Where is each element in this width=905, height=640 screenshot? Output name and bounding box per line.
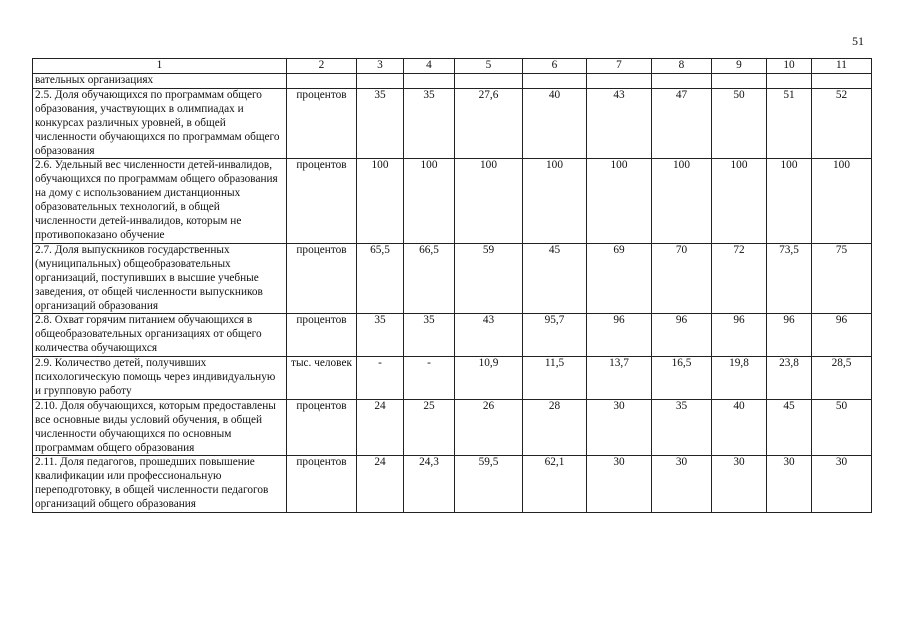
column-header: 9 (712, 59, 767, 74)
value-cell: 10,9 (455, 357, 523, 400)
value-cell: 16,5 (652, 357, 712, 400)
value-cell: 72 (712, 243, 767, 314)
indicator-name: 2.9. Количество детей, получивших психологическую помощь через индивидуальную и групповую работу (33, 357, 287, 400)
value-cell: 30 (812, 456, 872, 513)
column-header: 7 (587, 59, 652, 74)
value-cell: 35 (404, 314, 455, 357)
value-cell: 24 (357, 399, 404, 456)
continuation-text: вательных организациях (33, 74, 287, 89)
column-number-row (33, 59, 872, 74)
value-cell: 100 (712, 159, 767, 243)
value-cell: 35 (357, 314, 404, 357)
value-cell: 65,5 (357, 243, 404, 314)
table-row (33, 357, 872, 400)
page-number: 51 (852, 34, 864, 48)
unit-cell: процентов (287, 159, 357, 243)
unit-cell: процентов (287, 399, 357, 456)
value-cell: 73,5 (767, 243, 812, 314)
value-cell: 100 (404, 159, 455, 243)
value-cell: 69 (587, 243, 652, 314)
value-cell: 35 (357, 88, 404, 159)
value-cell: 59,5 (455, 456, 523, 513)
table-cell (712, 74, 767, 89)
value-cell: 66,5 (404, 243, 455, 314)
unit-cell: тыс. человек (287, 357, 357, 400)
value-cell: 43 (455, 314, 523, 357)
value-cell: 100 (767, 159, 812, 243)
value-cell: 11,5 (523, 357, 587, 400)
unit-cell: процентов (287, 88, 357, 159)
value-cell: 30 (712, 456, 767, 513)
table-cell (587, 74, 652, 89)
table-row (33, 399, 872, 456)
column-header: 1 (33, 59, 287, 74)
value-cell: - (404, 357, 455, 400)
value-cell: 47 (652, 88, 712, 159)
value-cell: 70 (652, 243, 712, 314)
value-cell: 28,5 (812, 357, 872, 400)
column-header: 2 (287, 59, 357, 74)
value-cell: 45 (767, 399, 812, 456)
table-cell (523, 74, 587, 89)
column-header: 3 (357, 59, 404, 74)
value-cell: 95,7 (523, 314, 587, 357)
indicator-name: 2.7. Доля выпускников государственных (муниципальных) общеобразовательных организаций, поступивших в высшие учебные заведения, от общей численности выпускников организаций образования (33, 243, 287, 314)
value-cell: 51 (767, 88, 812, 159)
value-cell: 100 (523, 159, 587, 243)
table-row (33, 88, 872, 159)
value-cell: 26 (455, 399, 523, 456)
column-header: 11 (812, 59, 872, 74)
unit-cell: процентов (287, 456, 357, 513)
value-cell: 50 (712, 88, 767, 159)
value-cell: 23,8 (767, 357, 812, 400)
unit-cell: процентов (287, 243, 357, 314)
value-cell: 30 (767, 456, 812, 513)
column-header: 4 (404, 59, 455, 74)
value-cell: 35 (404, 88, 455, 159)
value-cell: 62,1 (523, 456, 587, 513)
value-cell: 96 (587, 314, 652, 357)
value-cell: 45 (523, 243, 587, 314)
value-cell: 40 (523, 88, 587, 159)
value-cell: 96 (812, 314, 872, 357)
value-cell: 59 (455, 243, 523, 314)
value-cell: 35 (652, 399, 712, 456)
value-cell: 27,6 (455, 88, 523, 159)
value-cell: 100 (587, 159, 652, 243)
value-cell: 30 (587, 399, 652, 456)
value-cell: 50 (812, 399, 872, 456)
column-header: 8 (652, 59, 712, 74)
value-cell: 100 (357, 159, 404, 243)
value-cell: 96 (767, 314, 812, 357)
value-cell: 30 (652, 456, 712, 513)
value-cell: 43 (587, 88, 652, 159)
value-cell: 40 (712, 399, 767, 456)
value-cell: 25 (404, 399, 455, 456)
table-cell (357, 74, 404, 89)
indicators-table (32, 58, 872, 513)
value-cell: 19,8 (712, 357, 767, 400)
table-cell (455, 74, 523, 89)
value-cell: 28 (523, 399, 587, 456)
indicator-name: 2.11. Доля педагогов, прошедших повышение квалификации или профессиональную переподготовку, в общей численности педагогов организаций общего образования (33, 456, 287, 513)
indicator-name: 2.5. Доля обучающихся по программам общего образования, участвующих в олимпиадах и конкурсах различных уровней, в общей численности обучающихся по программам общего образования (33, 88, 287, 159)
indicator-name: 2.10. Доля обучающихся, которым предоставлены все основные виды условий обучения, в общей численности обучающихся по основным программам общего образования (33, 399, 287, 456)
table-cell (767, 74, 812, 89)
table-cell (812, 74, 872, 89)
unit-cell: процентов (287, 314, 357, 357)
table-row (33, 456, 872, 513)
value-cell: 96 (712, 314, 767, 357)
column-header: 10 (767, 59, 812, 74)
column-header: 5 (455, 59, 523, 74)
value-cell: 75 (812, 243, 872, 314)
value-cell: 100 (812, 159, 872, 243)
value-cell: 30 (587, 456, 652, 513)
value-cell: 96 (652, 314, 712, 357)
table-row (33, 159, 872, 243)
continuation-row (33, 74, 872, 89)
table-row (33, 243, 872, 314)
table-row (33, 314, 872, 357)
table-cell (404, 74, 455, 89)
value-cell: - (357, 357, 404, 400)
value-cell: 100 (455, 159, 523, 243)
value-cell: 100 (652, 159, 712, 243)
table-cell (652, 74, 712, 89)
value-cell: 13,7 (587, 357, 652, 400)
table-cell (287, 74, 357, 89)
value-cell: 52 (812, 88, 872, 159)
indicator-name: 2.8. Охват горячим питанием обучающихся в общеобразовательных организациях от общего количества обучающихся (33, 314, 287, 357)
column-header: 6 (523, 59, 587, 74)
value-cell: 24 (357, 456, 404, 513)
indicator-name: 2.6. Удельный вес численности детей-инвалидов, обучающихся по программам общего образования на дому с использованием дистанционных образовательных технологий, в общей численности детей-инвалидов, которым не противопоказано обучение (33, 159, 287, 243)
value-cell: 24,3 (404, 456, 455, 513)
